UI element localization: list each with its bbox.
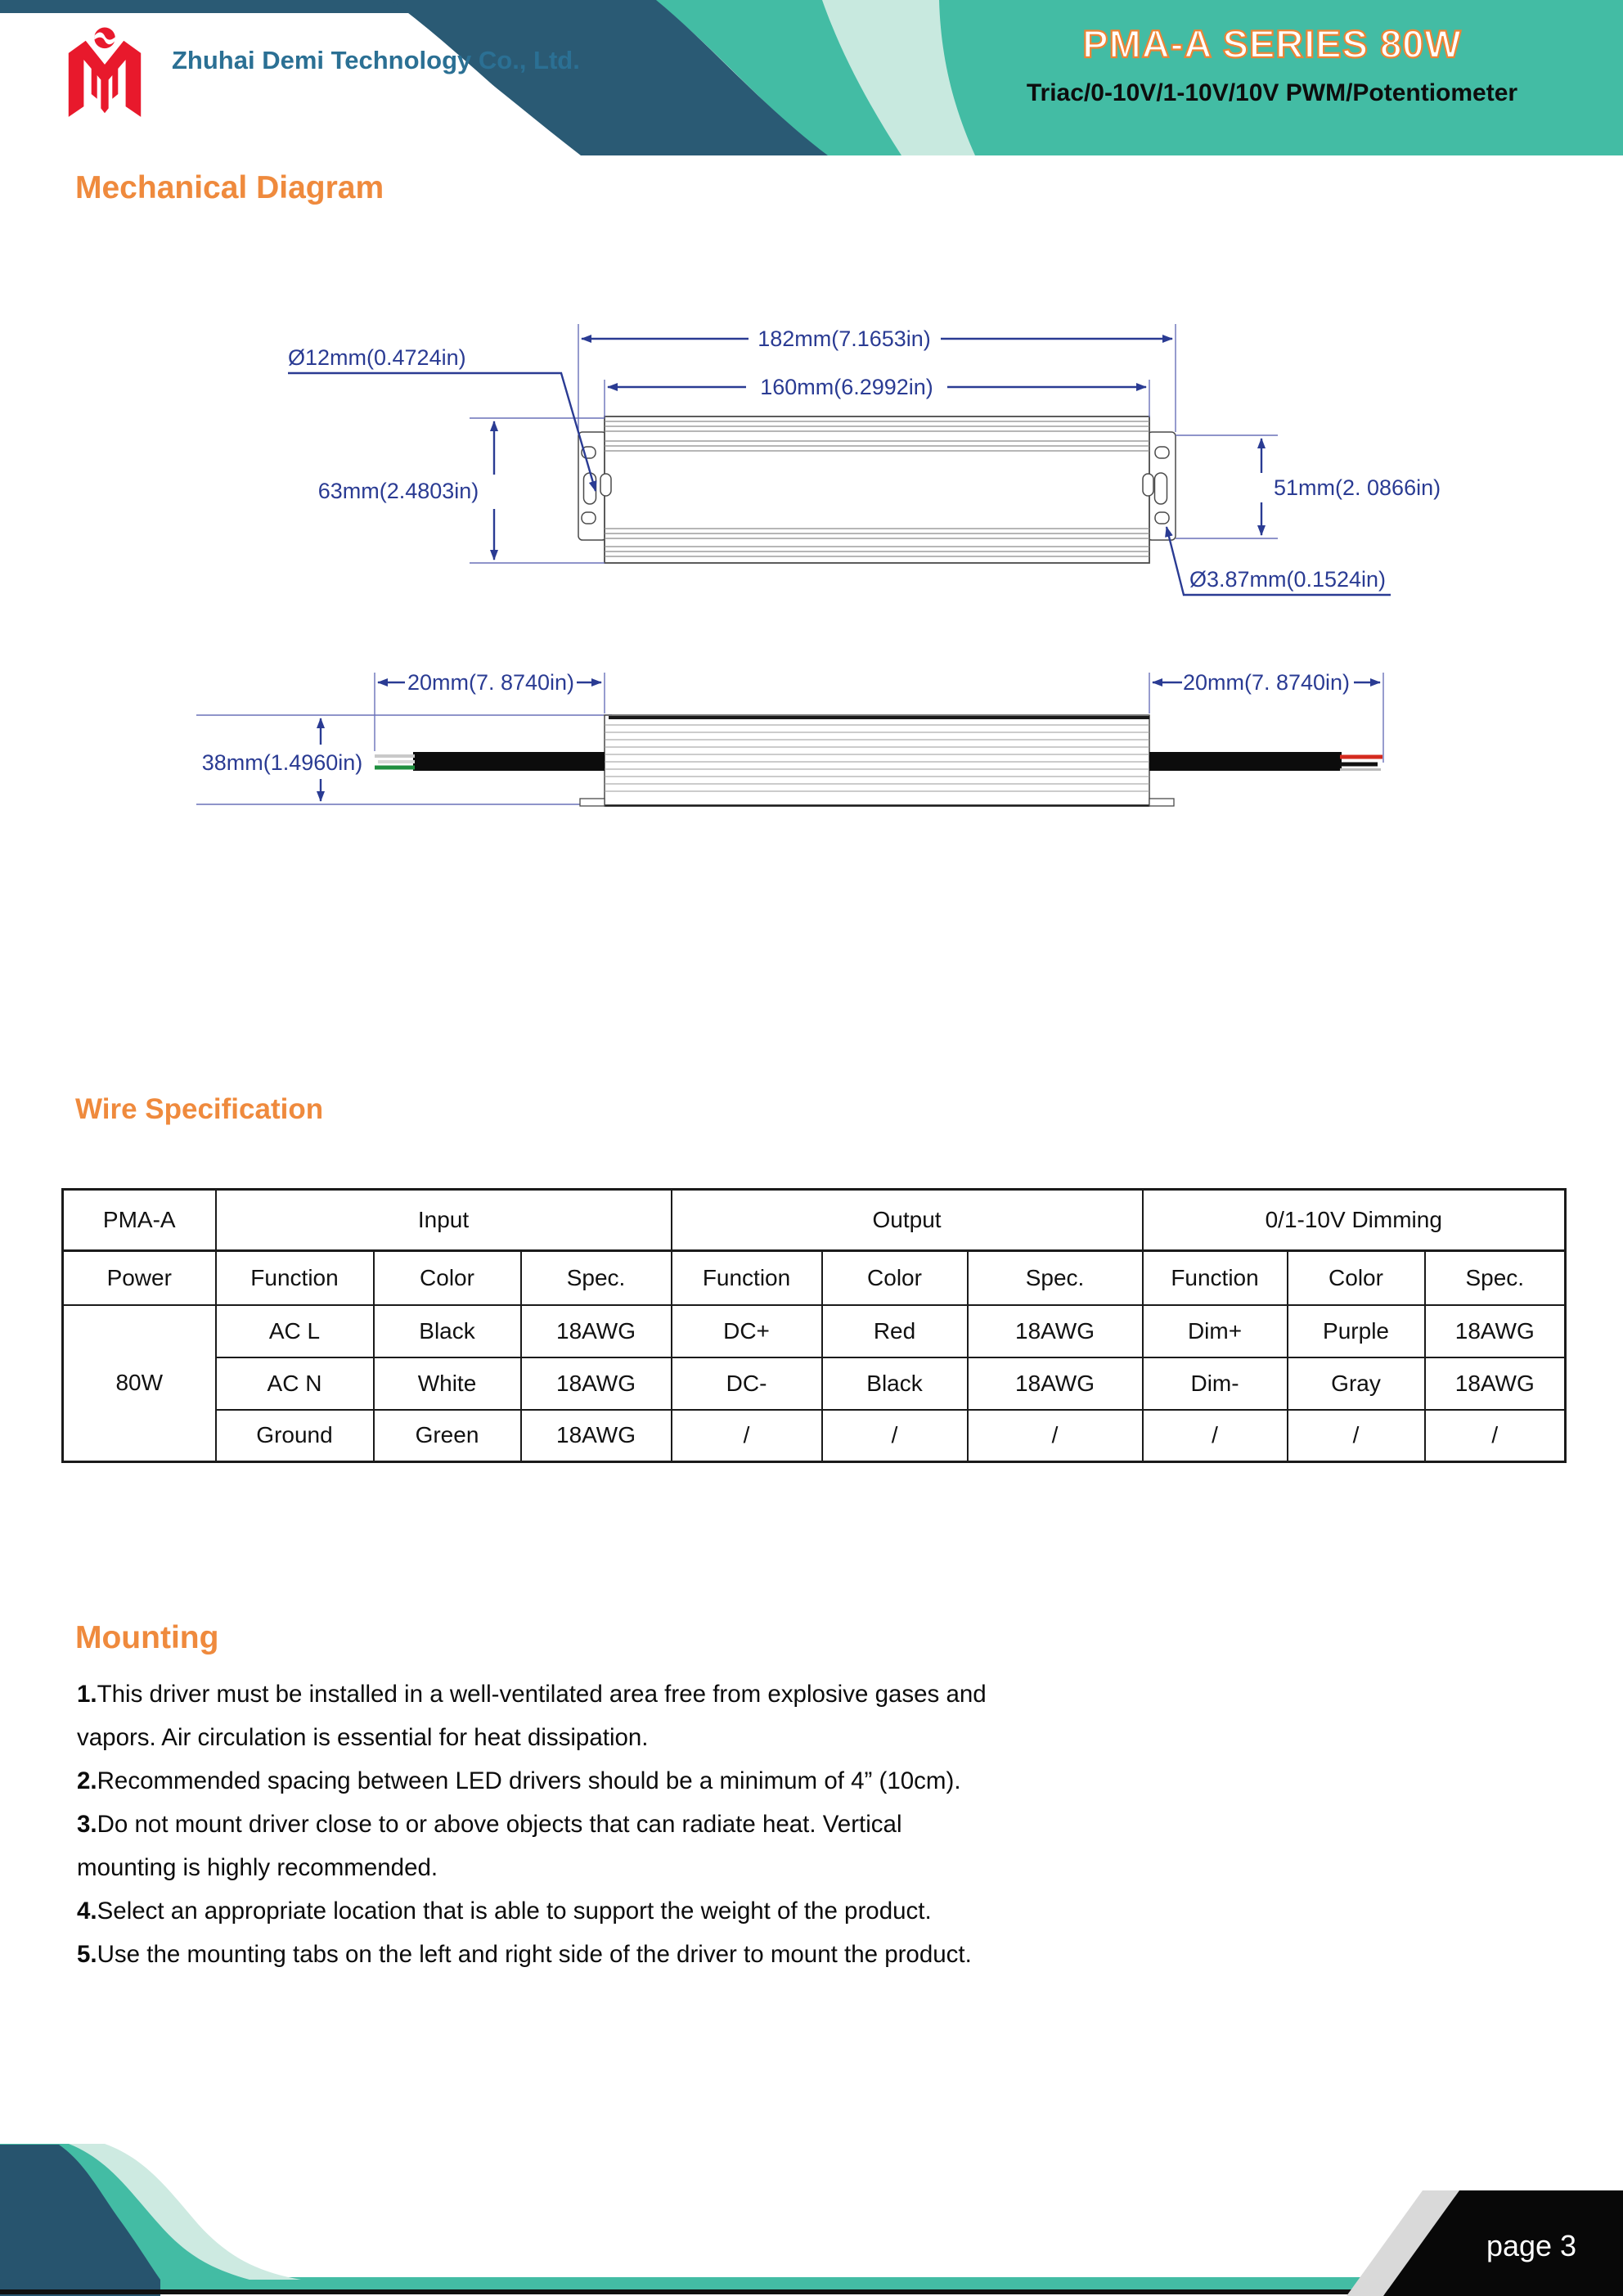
page-number: page 3 — [1486, 2229, 1577, 2262]
table-cell: Dim- — [1143, 1357, 1288, 1410]
table-cell: Red — [822, 1305, 968, 1357]
dim-label-160: 160mm(6.2992in) — [760, 375, 933, 399]
top-view-drawing — [288, 324, 1441, 595]
mechanical-diagram — [0, 295, 1623, 851]
dim-label-20-left: 20mm(7. 8740in) — [407, 670, 575, 695]
mounting-item: mounting is highly recommended. — [77, 1854, 438, 1881]
table-cell: Green — [374, 1410, 521, 1462]
table-cell: White — [374, 1357, 521, 1410]
mounting-item: 2.Recommended spacing between LED drivers should be a minimum of 4” (10cm). — [77, 1767, 961, 1794]
col-header: Function — [1143, 1251, 1288, 1305]
table-cell: 18AWG — [1425, 1357, 1566, 1410]
side-view-drawing — [196, 670, 1383, 806]
col-header: Spec. — [521, 1251, 672, 1305]
col-header: Function — [672, 1251, 822, 1305]
output-cable — [1149, 752, 1382, 771]
col-header: Color — [374, 1251, 521, 1305]
table-cell: Black — [374, 1305, 521, 1357]
dim-label-hole387: Ø3.87mm(0.1524in) — [1189, 567, 1387, 592]
table-cell: / — [672, 1410, 822, 1462]
col-header: Color — [1288, 1251, 1425, 1305]
table-cell: / — [1288, 1410, 1425, 1462]
mounting-item: 4.Select an appropriate location that is able to support the weight of the product. — [77, 1898, 932, 1925]
mounting-instructions — [77, 1672, 1353, 1976]
table-header-row — [63, 1251, 1566, 1305]
table-cell: AC N — [216, 1357, 374, 1410]
table-row — [63, 1357, 1566, 1410]
driver-body-top-view — [605, 416, 1149, 563]
table-cell: / — [968, 1410, 1143, 1462]
col-header: Power — [63, 1251, 216, 1305]
mounting-item: 3.Do not mount driver close to or above objects that can radiate heat. Vertical — [77, 1811, 902, 1838]
col-header: Color — [822, 1251, 968, 1305]
table-cell: AC L — [216, 1305, 374, 1357]
col-header: Spec. — [968, 1251, 1143, 1305]
cell-group-dimming: 0/1-10V Dimming — [1143, 1190, 1566, 1251]
dim-label-20-right: 20mm(7. 8740in) — [1182, 670, 1351, 695]
table-cell: DC- — [672, 1357, 822, 1410]
dim-label-63: 63mm(2.4803in) — [317, 479, 479, 503]
mounting-item: vapors. Air circulation is essential for heat dissipation. — [77, 1724, 649, 1751]
series-subtitle: Triac/0-10V/1-10V/10V PWM/Potentiometer — [1026, 79, 1518, 106]
dim-label-hole12: Ø12mm(0.4724in) — [288, 345, 466, 370]
table-cell: 18AWG — [521, 1357, 672, 1410]
driver-body-side-view — [605, 715, 1149, 806]
cell-model: PMA-A — [63, 1190, 216, 1251]
wire-spec-table — [61, 1188, 1567, 1463]
mounting-item: 5.Use the mounting tabs on the left and right side of the driver to mount the product. — [77, 1941, 972, 1968]
table-cell: 18AWG — [968, 1305, 1143, 1357]
table-cell: 18AWG — [968, 1357, 1143, 1410]
table-cell: 18AWG — [521, 1410, 672, 1462]
table-row — [63, 1305, 1566, 1357]
col-header: Spec. — [1425, 1251, 1566, 1305]
dim-label-38: 38mm(1.4960in) — [201, 750, 363, 775]
table-cell: Dim+ — [1143, 1305, 1288, 1357]
header-title-block — [949, 21, 1595, 107]
table-cell: / — [1143, 1410, 1288, 1462]
table-cell: 18AWG — [521, 1305, 672, 1357]
footer-rule — [0, 2289, 1461, 2294]
table-cell: Ground — [216, 1410, 374, 1462]
table-row — [63, 1410, 1566, 1462]
table-cell: DC+ — [672, 1305, 822, 1357]
cell-group-output: Output — [672, 1190, 1143, 1251]
table-cell: Purple — [1288, 1305, 1425, 1357]
company-name: Zhuhai Demi Technology Co., Ltd. — [172, 46, 580, 74]
mounting-item: 1.This driver must be installed in a well-ventilated area free from explosive gases and — [77, 1681, 987, 1708]
col-header: Function — [216, 1251, 374, 1305]
wire-specification-heading: Wire Specification — [75, 1093, 324, 1125]
table-cell: / — [1425, 1410, 1566, 1462]
cell-power: 80W — [63, 1305, 216, 1462]
company-logo-icon — [47, 25, 162, 129]
cell-group-input: Input — [216, 1190, 672, 1251]
footer-wave-banner — [0, 2127, 1623, 2296]
table-cell: 18AWG — [1425, 1305, 1566, 1357]
input-cable — [375, 752, 605, 771]
table-cell: Gray — [1288, 1357, 1425, 1410]
dim-label-51: 51mm(2. 0866in) — [1274, 475, 1441, 500]
table-group-row — [63, 1190, 1566, 1251]
series-title: PMA-A SERIES 80W — [1082, 22, 1462, 65]
mounting-heading: Mounting — [75, 1620, 219, 1655]
mechanical-diagram-heading: Mechanical Diagram — [75, 170, 384, 205]
table-cell: / — [822, 1410, 968, 1462]
dim-label-182: 182mm(7.1653in) — [758, 326, 931, 351]
table-cell: Black — [822, 1357, 968, 1410]
